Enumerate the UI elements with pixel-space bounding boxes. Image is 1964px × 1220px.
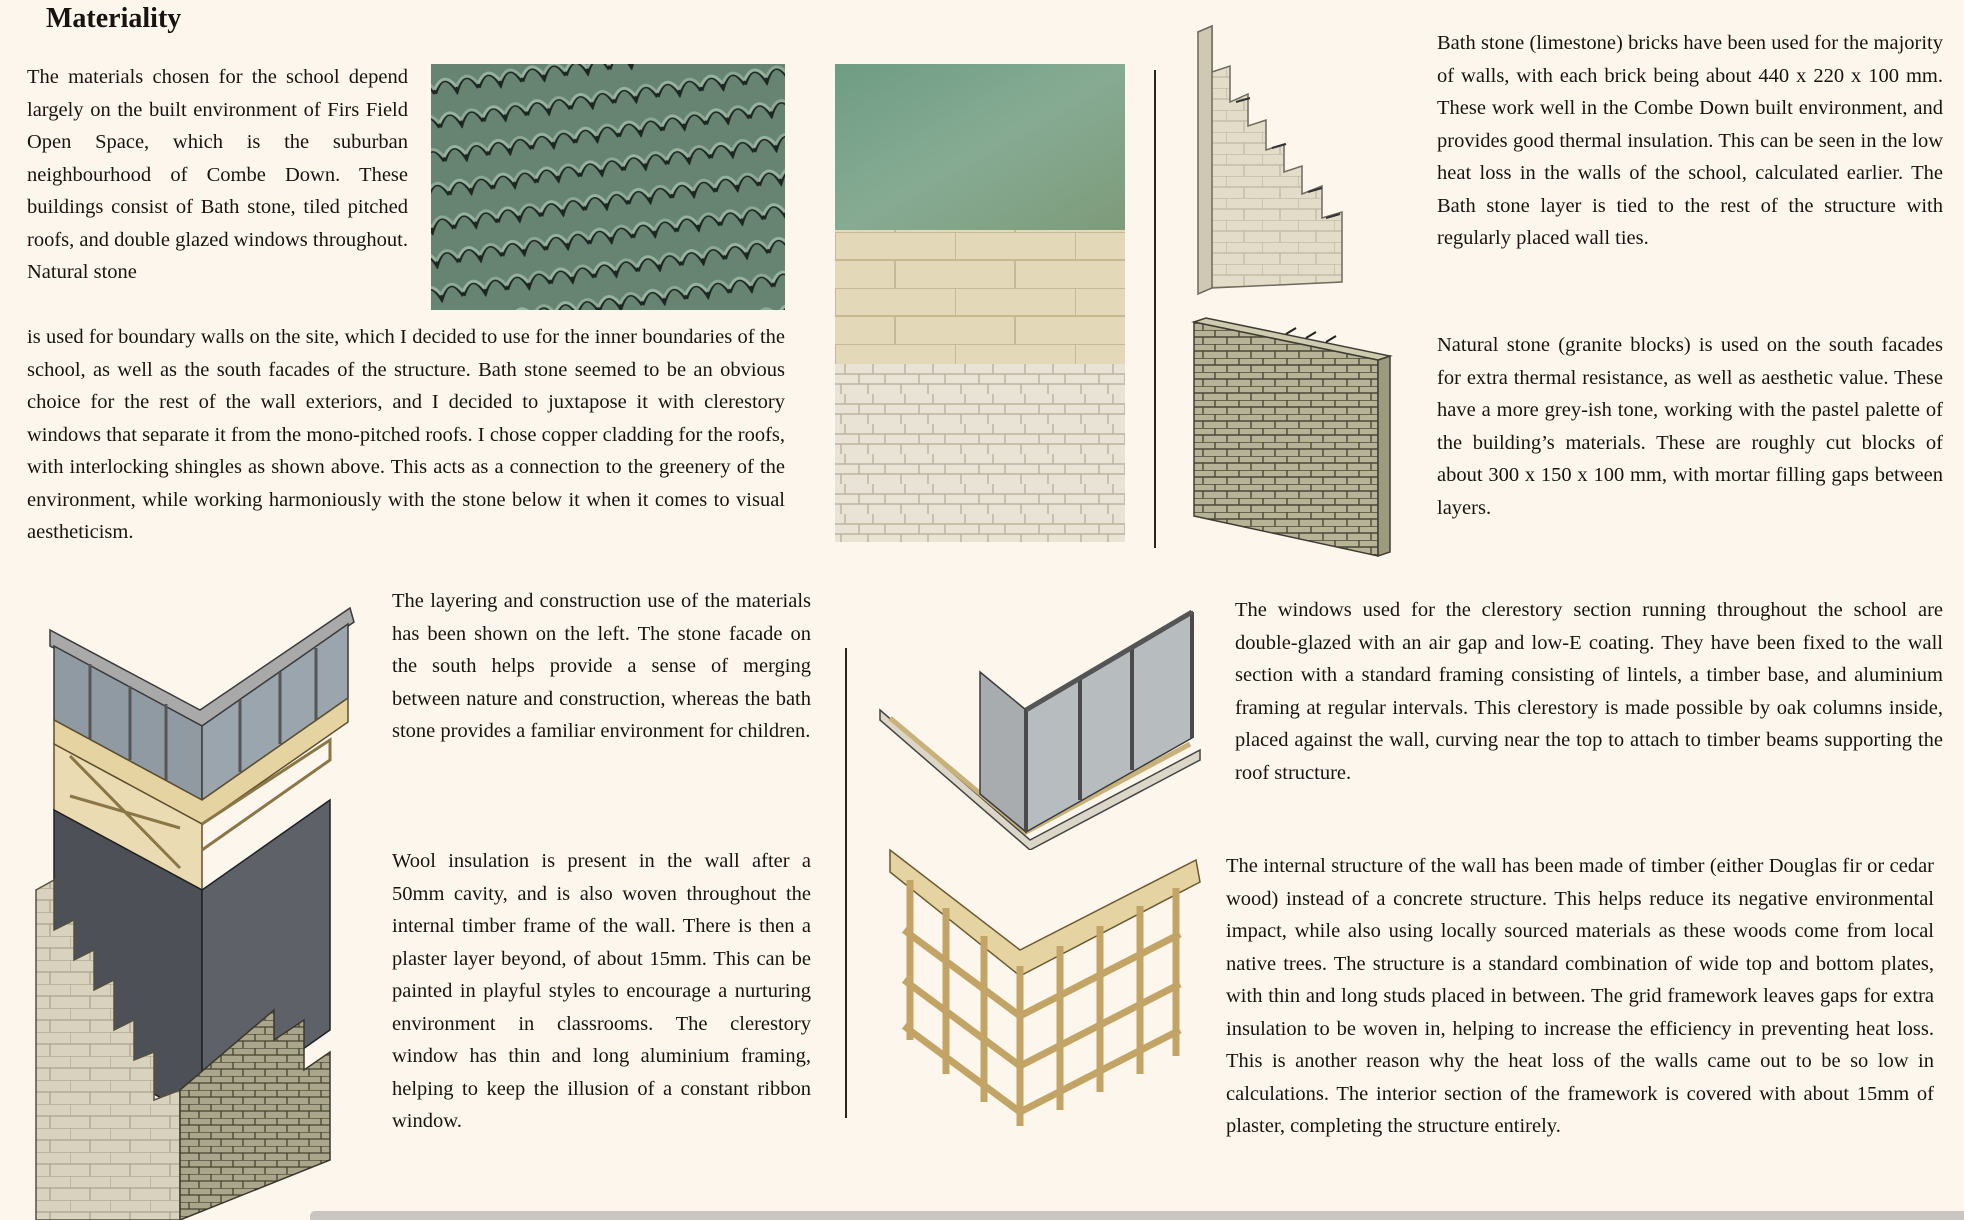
timber-frame-diagram xyxy=(880,830,1210,1130)
bath-stone-wall-diagram xyxy=(1190,22,1390,312)
intro-paragraph-bottom: is used for boundary walls on the site, which I decided to use for the inner boundaries of the school, as well as the south facades of the structure. Bath stone seemed to be an obvious choice for the rest of the wall exteriors, and I decided to juxtapose it with clerestory windows that separate it from the mono-pitched roofs. I chose copper cladding for the roofs, with interlocking shingles as shown above. This acts as a connection to the greenery of the environment, while working harmoniously with the stone below it when it comes to visual aestheticism. xyxy=(27,326,785,543)
copper-roof-tiles-photo xyxy=(431,64,785,310)
page-title: Materiality xyxy=(46,3,182,34)
natural-stone-paragraph: Natural stone (granite blocks) is used on the south facades for extra thermal resistance, as well as aesthetic value. These have a more grey-ish tone, working with the pastel palette of the building’s materials. These are roughly cut blocks of about 300 x 150 x 100 mm, with mortar filling gaps between layers. xyxy=(1437,334,1943,519)
layering-paragraph: The layering and construction use of the materials has been shown on the left. The stone facade on the south helps provide a sense of merging between nature and construction, whereas the bath stone provides a familiar environment for children. xyxy=(392,590,811,742)
bath-stone-paragraph: Bath stone (limestone) bricks have been used for the majority of walls, with each brick being about 440 x 220 x 100 mm. These work well in the Combe Down built environment, and provides good thermal insulation. This can be seen in the low heat loss in the walls of the school, calculated earlier. The Bath stone layer is tied to the rest of the structure with regularly placed wall ties. xyxy=(1437,32,1943,249)
intro-paragraph-top: The materials chosen for the school depend largely on the built environment of Firs Field Open Space, which is the suburban neighbourhood of Combe Down. These buildings consist of Bath stone, tiled pitched roofs, and double glazed windows throughout. Natural stone xyxy=(27,66,408,283)
column-divider-top xyxy=(1154,70,1156,548)
layered-wall-section-diagram xyxy=(30,600,390,1220)
horizontal-scrollbar[interactable] xyxy=(310,1211,1964,1220)
clerestory-window-diagram xyxy=(870,600,1210,850)
material-samples-photo xyxy=(835,64,1125,542)
column-divider-bottom xyxy=(845,648,847,1118)
windows-paragraph: The windows used for the clerestory section running throughout the school are double-glazed with an air gap and low-E coating. They have been fixed to the wall section with a standard framing consisting of lintels, a timber base, and aluminium framing at regular intervals. This clerestory is made possible by oak columns inside, placed against the wall, curving near the top to attach to timber beams supporting the roof structure. xyxy=(1235,599,1943,784)
natural-stone-wall-diagram xyxy=(1186,316,1396,566)
insulation-paragraph: Wool insulation is present in the wall after a 50mm cavity, and is also woven throughout the internal timber frame of the wall. There is then a plaster layer beyond, of about 15mm. This can be painted in playful styles to encourage a nurturing environment in classrooms. The clerestory window has thin and long aluminium framing, helping to keep the illusion of a constant ribbon window. xyxy=(392,850,811,1132)
internal-structure-paragraph: The internal structure of the wall has been made of timber (either Douglas fir or cedar wood) instead of a concrete structure. This helps reduce its negative environmental impact, while also using locally sourced materials as these woods come from local native trees. The structure is a standard combination of wide top and bottom plates, with thin and long studs placed in between. The grid framework leaves gaps for extra insulation to be woven in, helping to increase the efficiency in preventing heat loss. This is another reason why the heat loss of the walls came out to be so low in calculations. The interior section of the framework is covered with about 15mm of plaster, completing the structure entirely. xyxy=(1226,855,1934,1137)
